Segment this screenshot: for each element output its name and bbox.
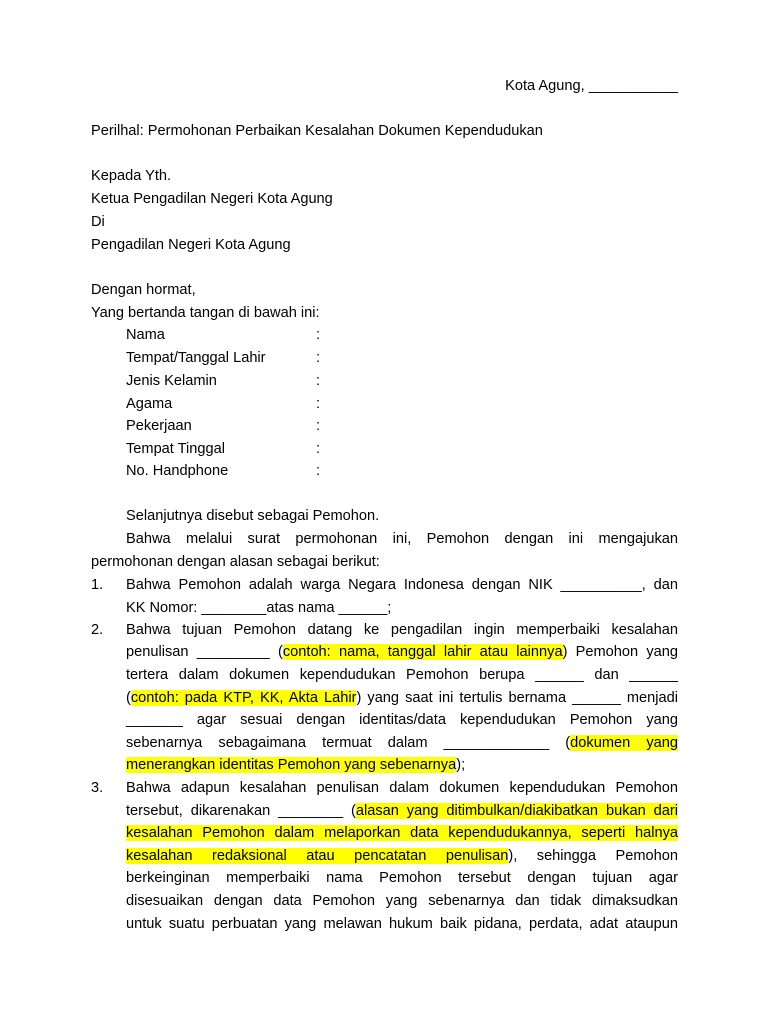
body-paragraph-line-1: Bahwa melalui surat permohonan ini, Pemohon dengan ini mengajukan <box>126 531 678 547</box>
item-3-line-6: disesuaikan dengan data Pemohon yang sebenarnya dan tidak dimaksudkan <box>126 893 678 909</box>
text-segment: ) Pemohon yang <box>562 644 679 660</box>
subject-line: Perilhal: Permohonan Perbaikan Kesalahan Dokumen Kependudukan <box>91 123 543 139</box>
text-segment: tersebut, dikarenakan ________ ( <box>126 803 356 819</box>
intro-line: Yang bertanda tangan di bawah ini: <box>91 305 320 321</box>
highlight-example: dokumen yang <box>570 735 678 751</box>
field-colon: : <box>316 373 321 389</box>
field-colon: : <box>316 327 321 343</box>
highlight-example: alasan yang ditimbulkan/diakibatkan bukan dari <box>355 803 678 819</box>
list-number: 3. <box>91 780 104 796</box>
item-3-line-4 <box>126 847 678 865</box>
field-label: Jenis Kelamin <box>126 373 217 389</box>
salutation: Dengan hormat, <box>91 282 196 298</box>
field-label: Nama <box>126 327 165 343</box>
item-2-line-1: Bahwa tujuan Pemohon datang ke pengadilan ingin memperbaiki kesalahan <box>126 622 678 638</box>
place-date: Kota Agung, ___________ <box>505 78 678 94</box>
item-3-line-2 <box>126 802 678 820</box>
field-colon: : <box>316 463 321 479</box>
field-colon: : <box>316 441 321 457</box>
item-2-line-3: tertera dalam dokumen kependudukan Pemohon berupa ______ dan ______ <box>126 667 678 683</box>
item-3-line-5: berkeinginan memperbaiki nama Pemohon tersebut dengan tujuan agar <box>126 870 678 886</box>
text-segment: ( <box>126 690 131 706</box>
addressee-greeting: Kepada Yth. <box>91 168 172 184</box>
addressee-di: Di <box>91 214 105 230</box>
item-1-line-2: KK Nomor: ________atas nama ______; <box>126 600 392 616</box>
field-colon: : <box>316 396 321 412</box>
text-segment: penulisan _________ ( <box>126 644 283 660</box>
item-2-line-5: _______ agar sesuai dengan identitas/data kependudukan Pemohon yang <box>126 712 678 728</box>
field-colon: : <box>316 350 321 366</box>
highlight-example: contoh: nama, tanggal lahir atau lainnya <box>282 644 563 660</box>
item-3-line-7: untuk suatu perbuatan yang melawan hukum baik pidana, perdata, adat ataupun <box>126 916 678 932</box>
highlight-example: kesalahan redaksional atau pencatatan penulisan <box>126 848 509 864</box>
text-segment: ), sehingga Pemohon <box>508 848 678 864</box>
item-1-line-1: Bahwa Pemohon adalah warga Negara Indonesa dengan NIK __________, dan <box>126 577 678 593</box>
highlight-example: contoh: pada KTP, KK, Akta Lahir <box>130 690 357 706</box>
item-3-line-1: Bahwa adapun kesalahan penulisan dalam dokumen kependudukan Pemohon <box>126 780 678 796</box>
item-2-line-7 <box>126 756 465 774</box>
field-label: Tempat Tinggal <box>126 441 225 457</box>
list-number: 2. <box>91 622 104 638</box>
item-2-line-4 <box>126 689 678 707</box>
text-segment: ); <box>456 757 466 773</box>
highlight-example: menerangkan identitas Pemohon yang sebenarnya <box>126 757 457 773</box>
item-2-line-2 <box>126 643 678 661</box>
hereinafter-line: Selanjutnya disebut sebagai Pemohon. <box>126 508 380 524</box>
list-number: 1. <box>91 577 104 593</box>
text-segment: ) yang saat ini tertulis bernama ______ menjadi <box>356 690 678 706</box>
addressee-recipient: Ketua Pengadilan Negeri Kota Agung <box>91 191 333 207</box>
item-2-line-6 <box>126 734 678 752</box>
body-paragraph-line-2: permohonan dengan alasan sebagai berikut: <box>91 554 380 570</box>
field-label: Tempat/Tanggal Lahir <box>126 350 266 366</box>
field-label: Agama <box>126 396 173 412</box>
field-label: No. Handphone <box>126 463 229 479</box>
addressee-place: Pengadilan Negeri Kota Agung <box>91 237 291 253</box>
text-segment: sebenarnya sebagaimana termuat dalam _____________ ( <box>126 735 571 751</box>
item-3-line-3 <box>126 824 678 842</box>
highlight-example: kesalahan Pemohon dalam melaporkan data kependudukannya, seperti halnya <box>126 825 678 841</box>
field-colon: : <box>316 418 321 434</box>
field-label: Pekerjaan <box>126 418 192 434</box>
